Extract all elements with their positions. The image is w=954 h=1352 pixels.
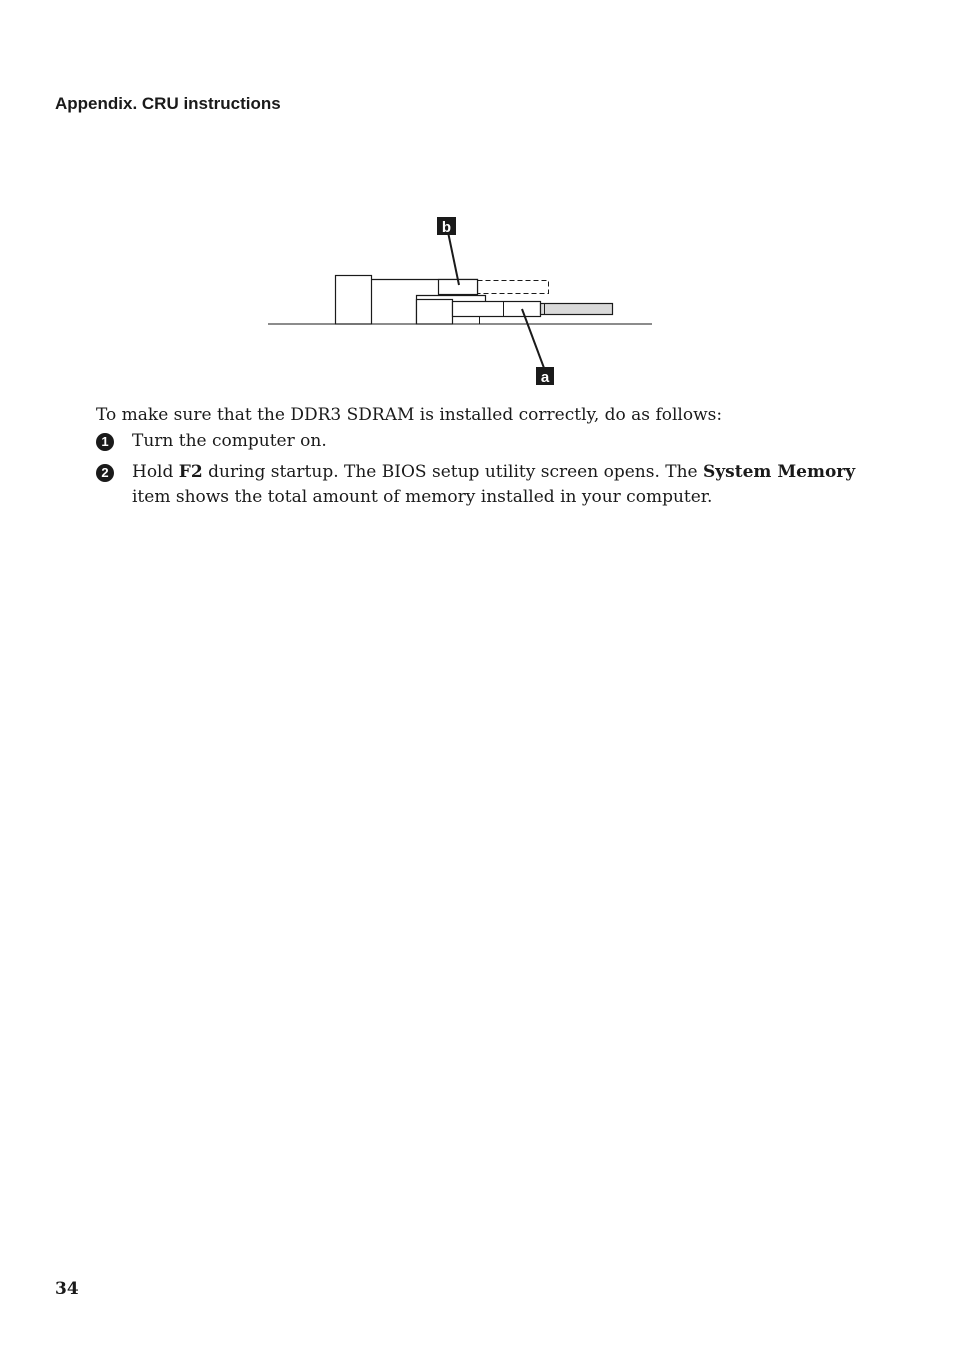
memory-installation-diagram	[255, 205, 665, 395]
step-number-badge: 2	[96, 464, 114, 482]
callout-b-label: b	[441, 219, 452, 236]
step-text: during startup. The BIOS setup utility screen opens. The	[202, 462, 704, 482]
instructions	[96, 403, 856, 516]
diagram-svg	[255, 205, 665, 395]
callout-a-label: a	[540, 369, 550, 386]
step-2	[96, 460, 856, 510]
page-number: 34	[55, 1279, 79, 1299]
callout-a-leader	[522, 309, 544, 368]
callout-b-leader	[448, 232, 459, 285]
memory-card	[541, 304, 613, 315]
step-number-badge: 1	[96, 433, 114, 451]
step-text: Turn the computer on.	[132, 431, 327, 451]
lower-module	[453, 302, 541, 317]
intro-text: To make sure that the DDR3 SDRAM is installed correctly, do as follows:	[96, 405, 723, 425]
upper-module-ghost	[478, 281, 549, 294]
key-name: F2	[178, 462, 203, 482]
step-text: Hold	[132, 462, 179, 482]
step-1	[96, 429, 856, 454]
lower-slot-block	[417, 300, 453, 325]
page-header: Appendix. CRU instructions	[55, 94, 281, 113]
menu-item-name: System Memory	[703, 462, 856, 482]
connector-block	[336, 276, 372, 325]
step-text: item shows the total amount of memory installed in your computer.	[132, 487, 713, 507]
